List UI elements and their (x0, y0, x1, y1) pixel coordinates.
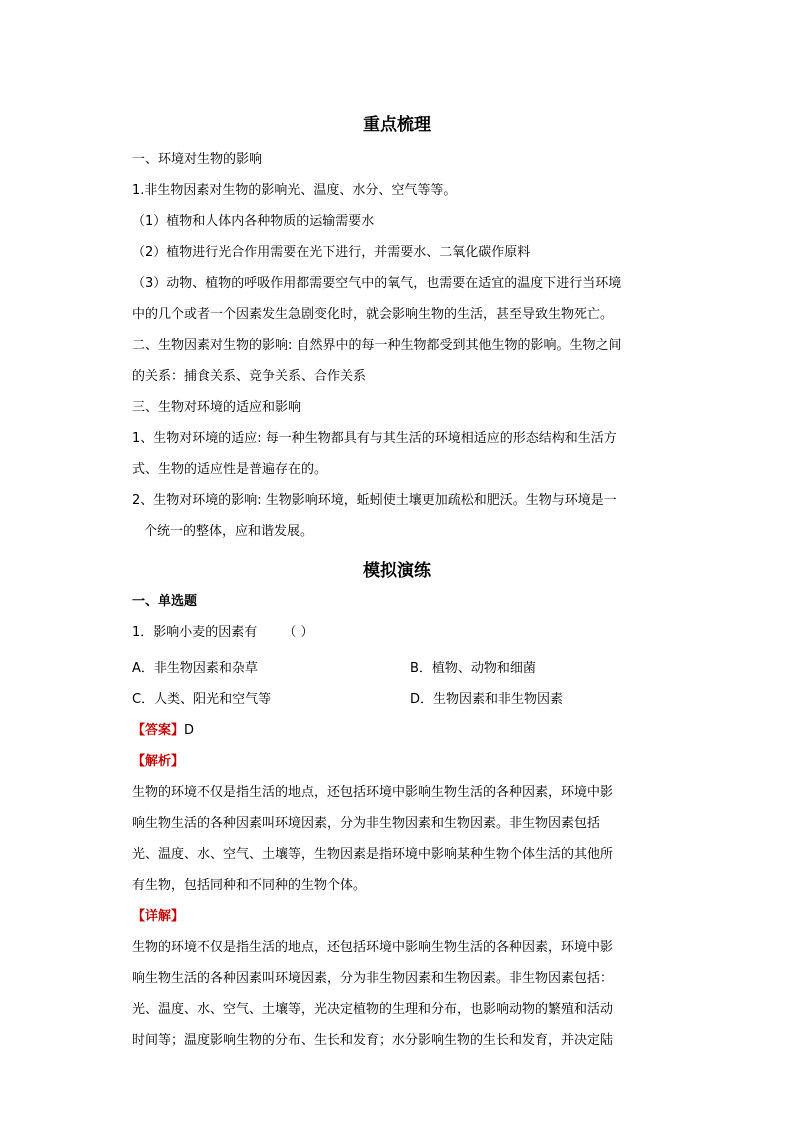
paragraph-item-3-line2: 中的几个或者一个因素发生急剧变化时，就会影响生物的生活，甚至导致生物死亡。 (132, 307, 614, 322)
heading-environment-effect: 一、环境对生物的影响 (132, 152, 263, 167)
heading-single-choice: 一、单选题 (132, 594, 198, 609)
section-title-key-points: 重点梳理 (363, 115, 431, 135)
paragraph-influence-line2: 个统一的整体，应和谐发展。 (144, 524, 314, 539)
analysis-line-4: 有生物，包括同种和不同种的生物个体。 (132, 878, 367, 893)
detail-line-4: 时间等；温度影响生物的分布、生长和发育；水分影响生物的生长和发育，并决定陆 (132, 1033, 614, 1048)
paragraph-influence-line1: 2、生物对环境的影响: 生物影响环境，蚯蚓使土壤更加疏松和肥沃。生物与环境是一 (132, 493, 617, 508)
option-a: A．非生物因素和杂草 (132, 661, 258, 676)
paragraph-abiotic-factors: 1.非生物因素对生物的影响光、温度、水分、空气等等。 (132, 183, 457, 198)
answer-line (132, 723, 194, 739)
analysis-line-3: 光、温度、水、空气、土壤等，生物因素是指环境中影响某种生物个体生活的其他所 (132, 847, 614, 862)
detail-tag: 【详解】 (132, 909, 185, 924)
question-text: 1．影响小麦的因素有 (132, 625, 258, 640)
paragraph-item-2: （2）植物进行光合作用需要在光下进行，并需要水、二氧化碳作原料 (132, 245, 531, 260)
option-c: C．人类、阳光和空气等 (132, 692, 272, 707)
question-1 (132, 625, 314, 641)
analysis-tag: 【解析】 (132, 754, 185, 769)
heading-biotic-factors-line1: 二、生物因素对生物的影响: 自然界中的每一种生物都受到其他生物的影响。生物之间 (132, 338, 622, 353)
analysis-line-2: 响生物生活的各种因素叫环境因素，分为非生物因素和生物因素。非生物因素包括 (132, 816, 601, 831)
heading-adaptation: 三、生物对环境的适应和影响 (132, 400, 302, 415)
option-d: D．生物因素和非生物因素 (410, 692, 564, 707)
paragraph-adaptation-line2: 式、生物的适应性是普遍存在的。 (132, 462, 328, 477)
heading-biotic-factors-line2: 的关系：捕食关系、竞争关系、合作关系 (132, 369, 367, 384)
paragraph-adaptation-line1: 1、生物对环境的适应: 每一种生物都具有与其生活的环境相适应的形态结构和生活方 (132, 431, 617, 446)
option-b: B．植物、动物和细菌 (410, 661, 536, 676)
answer-tag: 【答案】 (132, 723, 185, 738)
detail-line-3: 光、温度、水、空气、土壤等，光决定植物的生理和分布，也影响动物的繁殖和活动 (132, 1002, 614, 1017)
analysis-line-1: 生物的环境不仅是指生活的地点，还包括环境中影响生物生活的各种因素，环境中影 (132, 785, 614, 800)
detail-line-1: 生物的环境不仅是指生活的地点，还包括环境中影响生物生活的各种因素，环境中影 (132, 940, 614, 955)
answer-value: D (184, 723, 195, 738)
paragraph-item-3-line1: （3）动物、植物的呼吸作用都需要空气中的氧气，也需要在适宜的温度下进行当环境 (132, 276, 622, 291)
detail-line-2: 响生物生活的各种因素叫环境因素，分为非生物因素和生物因素。非生物因素包括： (132, 971, 614, 986)
paragraph-item-1: （1）植物和人体内各种物质的运输需要水 (132, 214, 375, 229)
answer-blank: （ ） (283, 625, 314, 640)
section-title-practice: 模拟演练 (363, 561, 431, 581)
